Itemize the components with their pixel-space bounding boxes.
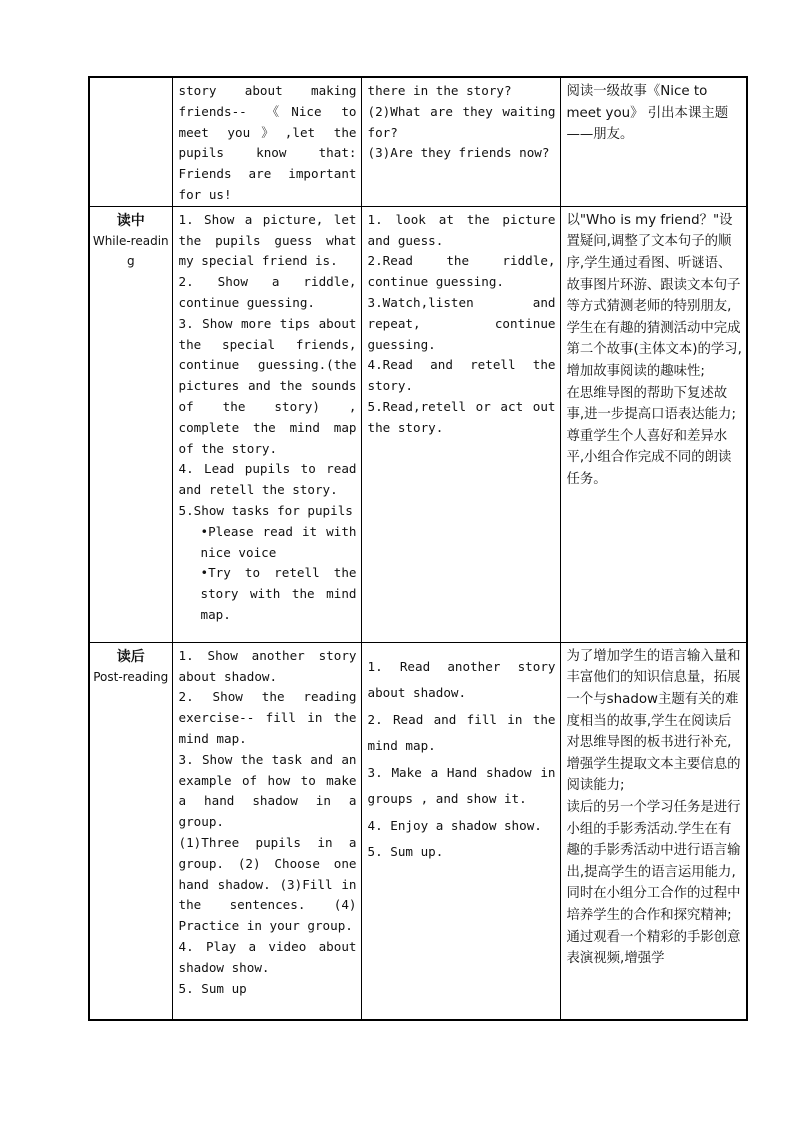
student-step: (3)Are they friends now? — [367, 145, 550, 161]
stage-subtitle: Post-reading — [93, 669, 169, 684]
design-intent-cell — [560, 642, 747, 1020]
stage-subtitle: While-reading — [92, 233, 169, 268]
table-row — [89, 206, 747, 642]
student-activity-cell — [361, 642, 560, 1020]
student-step: 4. Enjoy a shadow show. — [367, 817, 542, 833]
teacher-step: (1)Three pupils in a group. (2) Choose one hand shadow. (3)Fill in the sentences. (4) Practice in your group. — [178, 834, 357, 934]
teacher-step: 1. Show a picture, let the pupils guess what my special friend is. — [178, 211, 357, 269]
table-row — [89, 77, 747, 206]
teacher-step: story about making friends-- 《Nice to meet you》,let the pupils know that: Friends are important for us! — [178, 83, 357, 202]
teacher-step: 3. Show more tips about the special friends, continue guessing.(the pictures and the sounds of the story) , complete the mind map of the story. — [178, 315, 357, 456]
design-paragraph: 为了增加学生的语言输入量和丰富他们的知识信息量，拓展一个与shadow主题有关的难度相当的故事,学生在阅读后对思维导图的板书进行补充,增强学生提取文本主要信息的阅读能力; — [566, 648, 741, 794]
design-paragraph: 通过观看一个精彩的手影创意表演视频,增强学 — [566, 929, 741, 967]
stage-cell — [89, 206, 172, 642]
teacher-activity-cell — [172, 206, 361, 642]
student-step: (2)What are they waiting for? — [367, 103, 556, 140]
design-paragraph: 读后的另一个学习任务是进行小组的手影秀活动.学生在有趣的手影秀活动中进行语言输出,提高学生的语言运用能力,同时在小组分工合作的过程中培养学生的合作和探究精神; — [566, 799, 741, 923]
teacher-step: 5.Show tasks for pupils — [178, 502, 353, 518]
stage-title: 读后 — [116, 648, 145, 665]
design-paragraph: 在思维导图的帮助下复述故事,进一步提高口语表达能力; — [566, 385, 736, 423]
design-paragraph: 尊重学生个人喜好和差异水平,小组合作完成不同的朗读任务。 — [566, 428, 732, 487]
teacher-step: 2. Show a riddle, continue guessing. — [178, 274, 357, 310]
design-paragraph: 阅读一级故事《Nice to meet you》 引出本课主题——朋友。 — [566, 84, 729, 143]
student-step: there in the story? — [367, 83, 512, 98]
teacher-step: 2. Show the reading exercise-- fill in the mind map. — [178, 689, 357, 746]
teacher-step: 1. Show another story about shadow. — [178, 647, 357, 684]
design-intent-cell — [560, 77, 747, 206]
student-step: 1. look at the picture and guess. — [367, 211, 556, 248]
student-activity-cell — [361, 77, 560, 206]
teacher-step: 3. Show the task and an example of how to make a hand shadow in a group. — [178, 751, 357, 830]
student-step: 3. Make a Hand shadow in groups , and show it. — [367, 764, 556, 807]
stage-cell — [89, 77, 172, 206]
student-step: 1. Read another story about shadow. — [367, 658, 556, 701]
teacher-step: 5. Sum up — [178, 980, 247, 996]
lesson-plan-table — [88, 76, 748, 1021]
design-paragraph: 以"Who is my friend？"设置疑问,调整了文本句子的顺序,学生通过看图、听谜语、故事图片环游、跟读文本句子等方式猜测老师的特别朋友,学生在有趣的猜测活动中完成第二个故事(主体文本)的学习,增加故事阅读的趣味性; — [566, 212, 742, 379]
student-step: 5.Read,retell or act out the story. — [367, 398, 556, 435]
teacher-activity-cell — [172, 642, 361, 1020]
teacher-step: 4. Play a video about shadow show. — [178, 938, 357, 975]
teacher-bullet: •Try to retell the story with the mind map. — [200, 565, 357, 622]
design-intent-cell — [560, 206, 747, 642]
student-activity-cell — [361, 206, 560, 642]
teacher-bullet: •Please read it with nice voice — [200, 523, 357, 560]
stage-title: 读中 — [116, 212, 145, 229]
student-step: 4.Read and retell the story. — [367, 357, 556, 394]
table-row — [89, 642, 747, 1020]
student-step: 3.Watch,listen and repeat, continue guessing. — [367, 294, 556, 352]
student-step: 2.Read the riddle, continue guessing. — [367, 253, 556, 290]
stage-cell — [89, 642, 172, 1020]
teacher-activity-cell — [172, 77, 361, 206]
student-step: 2. Read and fill in the mind map. — [367, 711, 556, 754]
teacher-step: 4. Lead pupils to read and retell the story. — [178, 461, 357, 498]
student-step: 5. Sum up. — [367, 844, 444, 860]
